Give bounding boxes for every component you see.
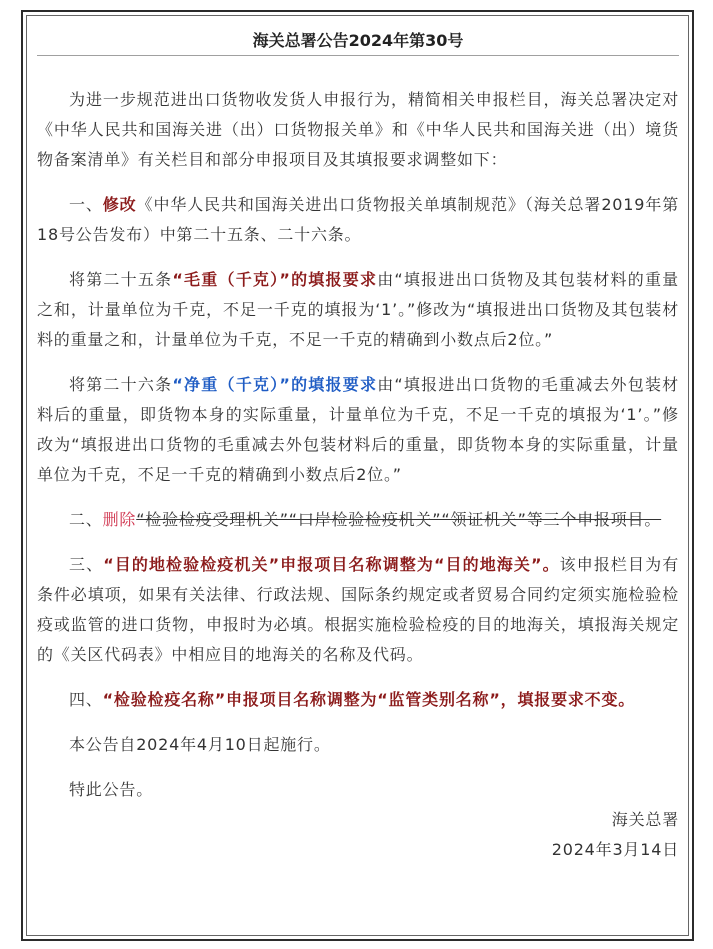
item-one-paragraph xyxy=(37,190,679,250)
closing-paragraph: 特此公告。 xyxy=(69,780,154,799)
item-two-paragraph xyxy=(37,505,679,535)
item-four-emphasis: “检验检疫名称”申报项目名称调整为“监管类别名称”，填报要求不变。 xyxy=(102,690,636,709)
item-two-action: 删除 xyxy=(102,510,137,529)
item-three-prefix: 三、 xyxy=(69,555,104,574)
gross-weight-emphasis: “毛重（千克）”的填报要求 xyxy=(172,270,378,289)
document-outer-frame xyxy=(21,10,694,941)
net-weight-text: 由“填报进出口货物的毛重减去外包装材料后的重量，即货物本身的实际重量，计量单位为千克，不足一千克的填报为‘1’。”修改为“填报进出口货物的毛重减去外包装材料后的重量，即货物本身的实际重量，计量单位为千克，不足一千克的精确到小数点后2位。” xyxy=(37,375,679,484)
item-three-paragraph xyxy=(37,550,679,670)
item-two-prefix: 二、 xyxy=(69,510,103,529)
signature-issuer: 海关总署 xyxy=(611,810,679,829)
item-four-prefix: 四、 xyxy=(69,690,103,709)
gross-weight-lead: 将第二十五条 xyxy=(69,270,173,289)
signature-date: 2024年3月14日 xyxy=(551,840,679,859)
item-two-struck-text: “检验检疫受理机关”“口岸检验检疫机关”“领证机关”等三个申报项目。 xyxy=(136,510,662,529)
item-one-action: 修改 xyxy=(102,195,137,214)
gross-weight-text: 由“填报进出口货物及其包装材料的重量之和，计量单位为千克，不足一千克的填报为‘1’。”修改为“填报进出口货物及其包装材料的重量之和，计量单位为千克，不足一千克的精确到小数点后2位。” xyxy=(37,270,679,349)
item-one-net-weight-paragraph xyxy=(37,370,679,490)
item-one-gross-weight-paragraph xyxy=(37,265,679,355)
net-weight-lead: 将第二十六条 xyxy=(69,375,173,394)
item-one-prefix: 一、 xyxy=(69,195,103,214)
net-weight-emphasis: “净重（千克）”的填报要求 xyxy=(172,375,378,394)
effective-date-paragraph: 本公告自2024年4月10日起施行。 xyxy=(69,735,331,754)
intro-paragraph: 为进一步规范进出口货物收发货人申报行为，精简相关申报栏目，海关总署决定对《中华人民共和国海关进（出）口货物报关单》和《中华人民共和国海关进（出）境货物备案清单》有关栏目和部分申报项目及其填报要求调整如下： xyxy=(37,90,679,169)
document-title: 海关总署公告2024年第30号 xyxy=(37,26,679,56)
item-three-text: 该申报栏目为有条件必填项，如果有关法律、行政法规、国际条约规定或者贸易合同约定须实施检验检疫或监管的进口货物，申报时为必填。根据实施检验检疫的目的地海关，填报海关规定的《关区代码表》中相应目的地海关的名称及代码。 xyxy=(37,555,679,664)
announcement-content xyxy=(37,85,679,865)
document-inner-frame xyxy=(26,15,689,936)
item-three-emphasis: “目的地检验检疫机关”申报项目名称调整为“目的地海关”。 xyxy=(103,555,560,574)
item-one-text: 《中华人民共和国海关进出口货物报关单填制规范》（海关总署2019年第18号公告发布）中第二十五条、二十六条。 xyxy=(37,195,680,244)
item-four-paragraph xyxy=(37,685,679,715)
